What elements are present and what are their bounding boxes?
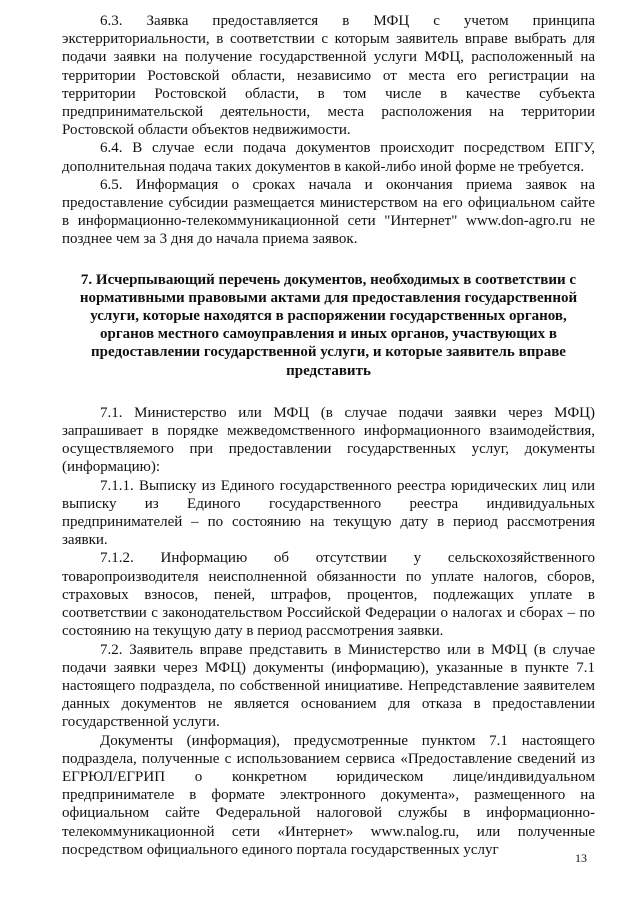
paragraph-6-4: 6.4. В случае если подача документов происходит посредством ЕПГУ, дополнительная подача таких документов в какой-либо иной форме не требуется. xyxy=(62,140,595,175)
document-page xyxy=(62,12,595,859)
paragraph-7-2: 7.2. Заявитель вправе представить в Министерство или в МФЦ (в случае подачи заявки через МФЦ) документы (информацию), указанные в пункте 7.1 настоящего подраздела, по собственной инициативе. Непредставление заявителем данных документов не является основанием для отказа в предоставлении государственной услуги. xyxy=(62,641,595,731)
paragraph-7-1: 7.1. Министерство или МФЦ (в случае подачи заявки через МФЦ) запрашивает в порядке межведомственного информационного взаимодействия, осуществляемого при предоставлении государственных услуг, документы (информацию): xyxy=(62,404,595,476)
paragraph-6-5: 6.5. Информация о сроках начала и окончания приема заявок на предоставление субсидии размещается министерством на его официальном сайте в информационно-телекоммуникационной сети "Интернет" www.don-agro.ru не позднее чем за 3 дня до начала приема заявок. xyxy=(62,176,595,248)
section-7-heading: 7. Исчерпывающий перечень документов, необходимых в соответствии с нормативными правовыми актами для предоставления государственной услуги, которые находятся в распоряжении государственных органов, органов местного самоуправления и иных органов, участвующих в предоставлении государственной услуги, и которые заявитель вправе представить xyxy=(79,271,578,379)
paragraph-7-1-1: 7.1.1. Выписку из Единого государственного реестра юридических лиц или выписку из Единого государственного реестра индивидуальных предпринимателей – по состоянию на текущую дату в период рассмотрения заявки. xyxy=(62,477,595,549)
page-number: 13 xyxy=(575,851,587,865)
paragraph-documents: Документы (информация), предусмотренные пунктом 7.1 настоящего подраздела, полученные с использованием сервиса «Предоставление сведений из ЕГРЮЛ/ЕГРИП о конкретном юридическом лице/индивидуальном предпринимателе в формате электронного документа», размещенного на официальном сайте Федеральной налоговой службы в информационно-телекоммуникационной сети «Интернет» www.nalog.ru, или полученные посредством официального единого портала государственных услуг xyxy=(62,732,595,858)
paragraph-6-3: 6.3. Заявка предоставляется в МФЦ с учетом принципа экстерриториальности, в соответствии с которым заявитель вправе выбрать для подачи заявки на получение государственной услуги МФЦ, расположенный на территории Ростовской области, независимо от места его регистрации на территории Ростовской области, в том числе в качестве субъекта предпринимательской деятельности, места расположения на территории Ростовской области объектов недвижимости. xyxy=(62,13,595,139)
paragraph-7-1-2: 7.1.2. Информацию об отсутствии у сельскохозяйственного товаропроизводителя неисполненной обязанности по уплате налогов, сборов, страховых взносов, пеней, штрафов, процентов, подлежащих уплате в соответствии с законодательством Российской Федерации о налогах и сборах – по состоянию на текущую дату в период рассмотрения заявки. xyxy=(62,550,595,640)
